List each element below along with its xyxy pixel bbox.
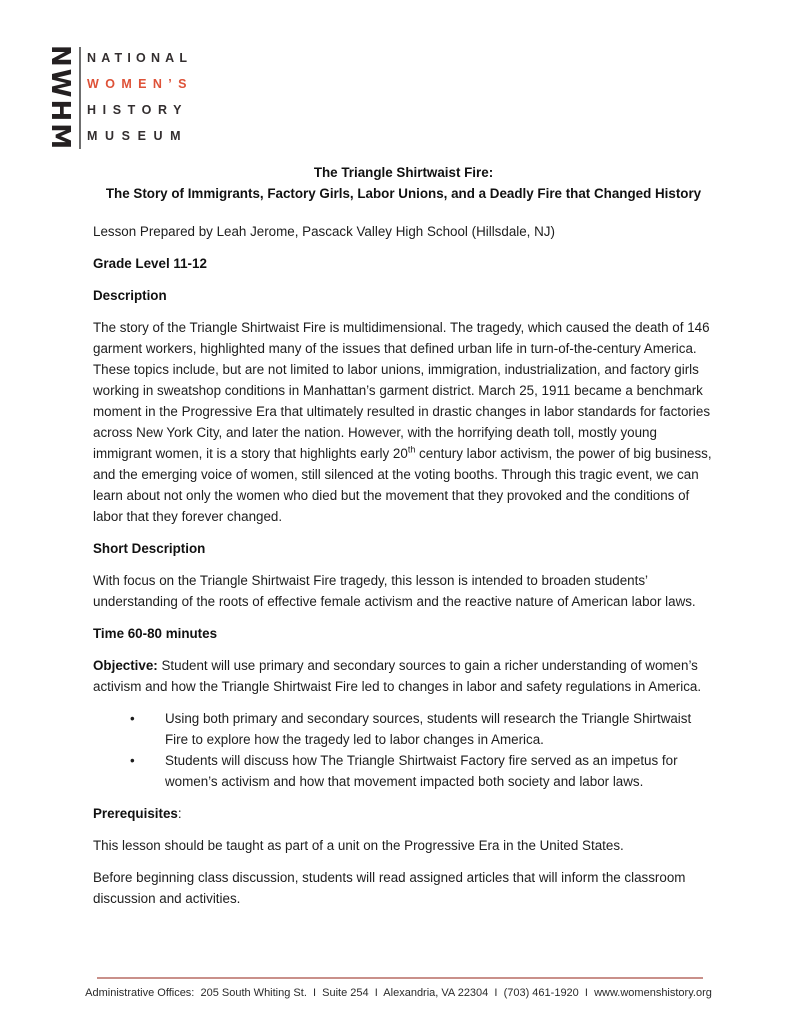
- byline: Lesson Prepared by Leah Jerome, Pascack Valley High School (Hillsdale, NJ): [93, 224, 555, 239]
- bullet-marker: •: [130, 711, 135, 726]
- short-description-paragraph: With focus on the Triangle Shirtwaist Fire tragedy, this lesson is intended to broaden students’ understanding of the roots of effective female activism and the reactive nature of American labor laws.: [93, 573, 696, 609]
- description-part1: The story of the Triangle Shirtwaist Fire is multidimensional. The tragedy, which caused the death of 146 garment workers, highlighted many of the issues that defined urban life in turn-of-the-century America. These topics include, but are not limited to labor unions, immigration, industrialization, and factory girls working in sweatshop conditions in Manhattan’s garment district. March 25, 1911 became a benchmark moment in the Progressive Era that ultimately resulted in drastic changes in labor standards for factories across New York City, and later the nation. However, with the horrifying death toll, mostly young immigrant women, it is a story that highlights early 20: [93, 320, 711, 461]
- objective-text: Student will use primary and secondary sources to gain a richer understanding of women’s activism and how the Triangle Shirtwaist Fire led to changes in labor and safety regulations in America.: [93, 658, 702, 694]
- footer-address: Administrative Offices: 205 South Whiting St. I Suite 254 I Alexandria, VA 22304 I (703) 461-1920 I www.womenshistory.org: [85, 987, 712, 999]
- description-part2: century labor activism, the power of big business, and the emerging voice of women, still silenced at the voting booths. Through this tragic event, we can learn about not only the women who died but the movement that they provoked and the conditions of labor that they forever changed.: [93, 446, 712, 524]
- prerequisites-heading: [93, 803, 714, 824]
- logo-line-womens: WOMEN’S: [87, 77, 193, 91]
- logo-line-history: HISTORY: [87, 103, 189, 117]
- objectives-bullet-list: [93, 708, 714, 792]
- document-title: [93, 162, 714, 204]
- logo-line-museum: MUSEUM: [87, 129, 189, 143]
- logo-divider: [79, 47, 81, 149]
- description-paragraph: [93, 317, 714, 527]
- bullet-text: Students will discuss how The Triangle Shirtwaist Factory fire served as an impetus for women’s activism and how that movement impacted both society and labor laws.: [165, 753, 678, 789]
- bullet-text: Using both primary and secondary sources, students will research the Triangle Shirtwaist Fire to explore how the tragedy led to labor changes in America.: [165, 711, 692, 747]
- description-superscript: th: [407, 444, 416, 455]
- title-line-1: The Triangle Shirtwaist Fire:: [313, 165, 494, 180]
- prerequisites-paragraph-2: Before beginning class discussion, students will read assigned articles that will inform the classroom discussion and activities.: [93, 870, 686, 906]
- footer-rule: [97, 977, 703, 979]
- list-item: [93, 708, 714, 750]
- grade-level-heading: Grade Level 11-12: [93, 256, 207, 271]
- short-description-heading: Short Description: [93, 541, 206, 556]
- prerequisites-label: Prerequisites: [93, 806, 178, 821]
- logo-wordmark: [87, 45, 193, 149]
- objective-label: Objective:: [93, 658, 158, 673]
- list-item: [93, 750, 714, 792]
- document-body: [93, 162, 714, 920]
- time-heading: Time 60-80 minutes: [93, 626, 218, 641]
- prerequisites-paragraph-1: This lesson should be taught as part of a unit on the Progressive Era in the United States.: [93, 838, 624, 853]
- description-heading: Description: [93, 288, 167, 303]
- nwhm-logo: [45, 45, 255, 151]
- logo-nwhm-vertical-text: NWHM: [45, 45, 75, 152]
- bullet-marker: •: [130, 753, 135, 768]
- prerequisites-colon: :: [177, 806, 182, 821]
- objective-paragraph: [93, 655, 714, 697]
- title-line-2: The Story of Immigrants, Factory Girls, Labor Unions, and a Deadly Fire that Changed History: [105, 186, 702, 201]
- logo-line-national: NATIONAL: [87, 51, 193, 65]
